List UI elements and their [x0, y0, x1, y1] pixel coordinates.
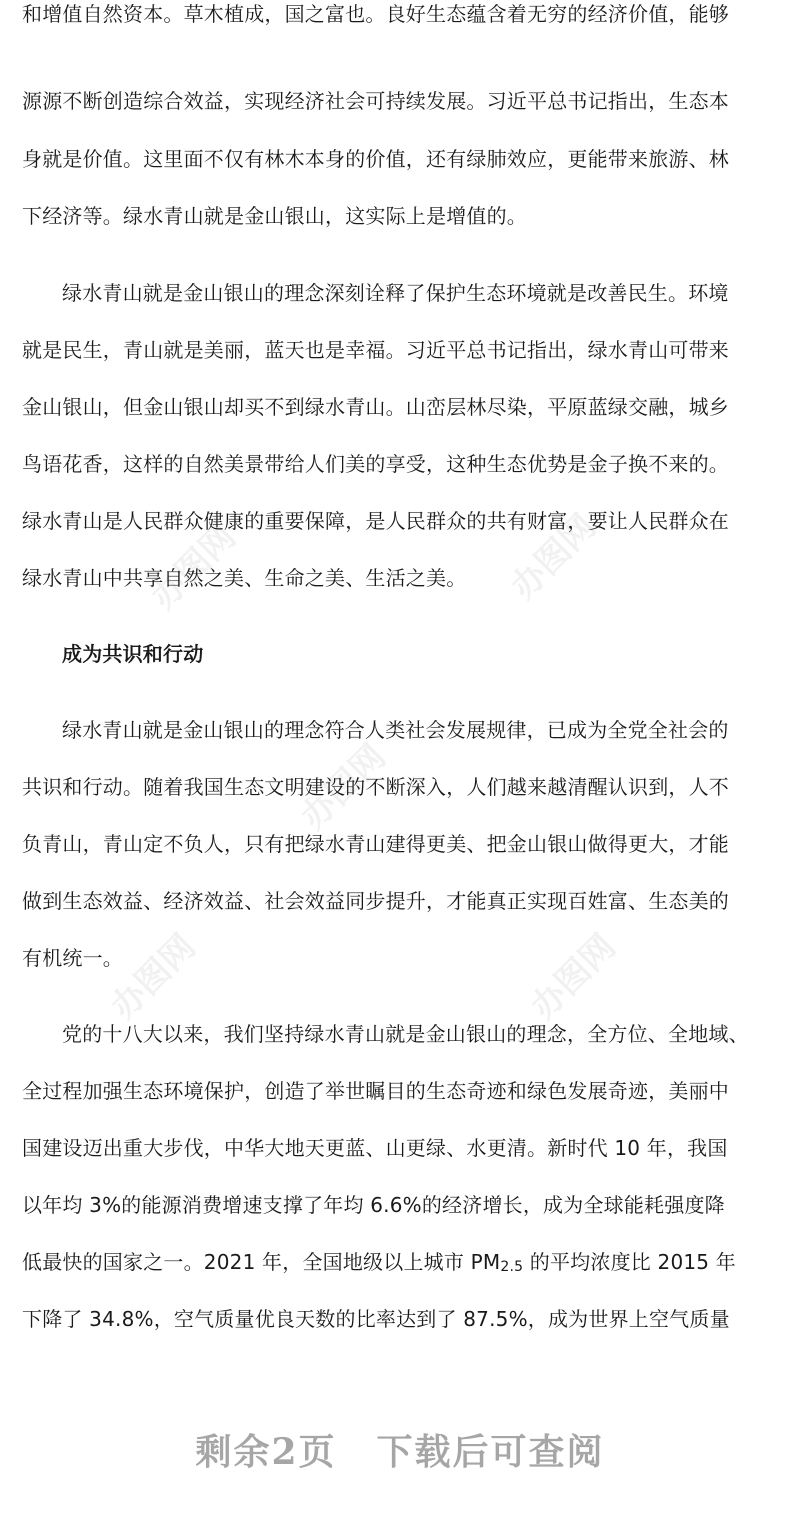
text-line: 有机统一。: [22, 946, 123, 970]
section-heading: 成为共识和行动: [62, 642, 204, 666]
watermark: 办图网: [103, 926, 204, 1028]
text-line: 下降了 34.8%，空气质量优良天数的比率达到了 87.5%，成为世界上空气质量: [22, 1307, 730, 1331]
watermark: 办图网: [503, 506, 604, 608]
text-line: 鸟语花香，这样的自然美景带给人们美的享受，这种生态优势是金子换不来的。: [22, 452, 729, 476]
text-line: 和增值自然资本。草木植成，国之富也。良好生态蕴含着无穷的经济价值，能够: [22, 2, 729, 26]
text-line: 负青山，青山定不负人，只有把绿水青山建得更美、把金山银山做得更大，才能: [22, 832, 729, 856]
remaining-pages-label: 剩余2页: [195, 1431, 337, 1473]
text-line: 下经济等。绿水青山就是金山银山，这实际上是增值的。: [22, 204, 527, 228]
remaining-pages-notice[interactable]: [0, 1424, 800, 1475]
text-line: 金山银山，但金山银山却买不到绿水青山。山峦层林尽染，平原蓝绿交融，城乡: [22, 395, 729, 419]
download-to-view-label: 下载后可查阅: [376, 1431, 605, 1473]
watermark: 办图网: [293, 736, 394, 838]
text-line: 绿水青山就是金山银山的理念符合人类社会发展规律，已成为全党全社会的: [62, 718, 729, 742]
text-line: 共识和行动。随着我国生态文明建设的不断深入，人们越来越清醒认识到，人不: [22, 775, 729, 799]
text-line: 就是民生，青山就是美丽，蓝天也是幸福。习近平总书记指出，绿水青山可带来: [22, 338, 729, 362]
text-line: 源源不断创造综合效益，实现经济社会可持续发展。习近平总书记指出，生态本: [22, 89, 729, 113]
pm25-subscript: 2.5: [500, 1259, 524, 1275]
text-line: 绿水青山是人民群众健康的重要保障，是人民群众的共有财富，要让人民群众在: [22, 509, 729, 533]
text-line: 以年均 3%的能源消费增速支撑了年均 6.6%的经济增长，成为全球能耗强度降: [22, 1193, 725, 1217]
text-line: 身就是价值。这里面不仅有林木本身的价值，还有绿肺效应，更能带来旅游、林: [22, 147, 729, 171]
watermark: 办图网: [523, 926, 624, 1028]
text-line: [22, 1248, 736, 1281]
text-segment: 低最快的国家之一。2021 年，全国地级以上城市 PM: [22, 1250, 501, 1274]
text-line: 全过程加强生态环境保护，创造了举世瞩目的生态奇迹和绿色发展奇迹，美丽中: [22, 1079, 729, 1103]
text-line: 做到生态效益、经济效益、社会效益同步提升，才能真正实现百姓富、生态美的: [22, 889, 729, 913]
watermark: 办图网: [143, 516, 244, 618]
text-line: 绿水青山中共享自然之美、生命之美、生活之美。: [22, 566, 467, 590]
text-line: 国建设迈出重大步伐，中华大地天更蓝、山更绿、水更清。新时代 10 年，我国: [22, 1136, 728, 1160]
text-segment: 的平均浓度比 2015 年: [523, 1250, 736, 1274]
text-line: 绿水青山就是金山银山的理念深刻诠释了保护生态环境就是改善民生。环境: [62, 281, 729, 305]
text-line: 党的十八大以来，我们坚持绿水青山就是金山银山的理念，全方位、全地域、: [62, 1022, 749, 1046]
